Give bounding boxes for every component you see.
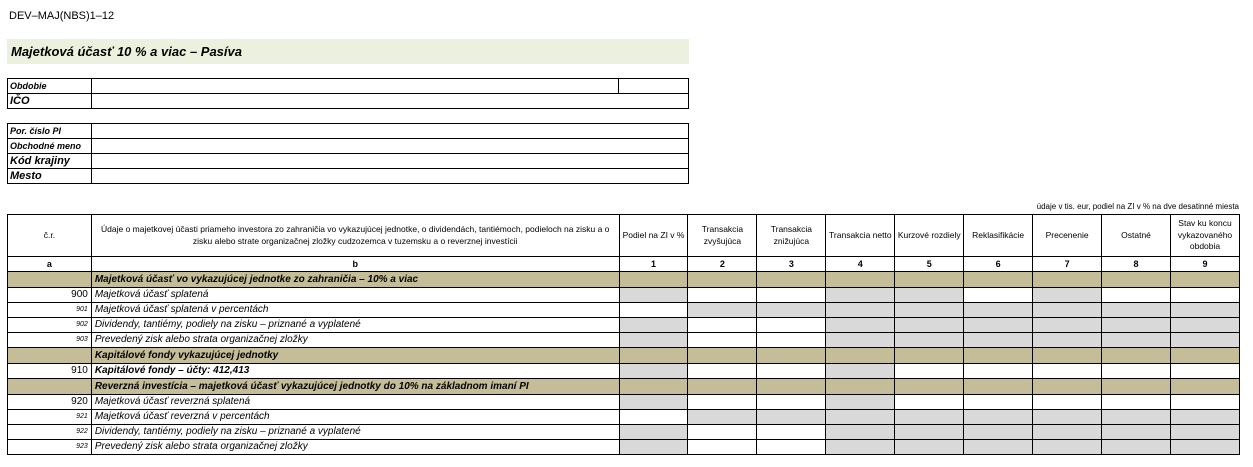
- col-index: a: [8, 257, 92, 272]
- table-row: [8, 425, 1240, 440]
- serial-field[interactable]: [91, 124, 688, 139]
- section-title: Reverzná investícia – majetková účasť vykazujúcej jednotky do 10% na základnom imaní PI: [91, 379, 619, 395]
- cell-input[interactable]: [964, 288, 1033, 303]
- cell-disabled: [895, 288, 964, 303]
- company-info-table: [7, 123, 689, 184]
- cell-disabled: [688, 303, 757, 318]
- country-code-label: Kód krajiny: [8, 154, 92, 169]
- cell-input[interactable]: [895, 364, 964, 379]
- table-row: [8, 364, 1240, 379]
- header-c3: Transakcia znižujúca: [757, 215, 826, 257]
- cell-input[interactable]: [1170, 288, 1239, 303]
- cell-disabled: [826, 425, 895, 440]
- ico-field[interactable]: [91, 94, 688, 109]
- row-number: 901: [8, 303, 92, 318]
- cell-disabled: [1033, 318, 1102, 333]
- column-index-row: [8, 257, 1240, 272]
- col-index: 6: [964, 257, 1033, 272]
- cell-disabled: [1170, 440, 1239, 455]
- col-index: 5: [895, 257, 964, 272]
- cell-input[interactable]: [619, 303, 688, 318]
- cell-disabled: [688, 410, 757, 425]
- serial-label: Por. číslo PI: [8, 124, 92, 139]
- col-index: 3: [757, 257, 826, 272]
- city-label: Mesto: [8, 169, 92, 184]
- section-row: [8, 272, 1240, 288]
- cell-input[interactable]: [688, 395, 757, 410]
- row-number: 921: [8, 410, 92, 425]
- cell-disabled: [757, 303, 826, 318]
- row-label: Majetková účasť splatená: [91, 288, 619, 303]
- cell-disabled: [619, 318, 688, 333]
- cell-input[interactable]: [757, 440, 826, 455]
- header-c7: Precenenie: [1033, 215, 1102, 257]
- row-number: 902: [8, 318, 92, 333]
- liabilities-table: [7, 214, 1240, 455]
- cell-disabled: [1102, 303, 1171, 318]
- cell-disabled: [964, 410, 1033, 425]
- header-c2: Transakcia zvyšujúca: [688, 215, 757, 257]
- cell-disabled: [1102, 318, 1171, 333]
- city-field[interactable]: [91, 169, 688, 184]
- col-index: 2: [688, 257, 757, 272]
- row-label: Dividendy, tantiémy, podiely na zisku – priznané a vyplatené: [91, 425, 619, 440]
- cell-disabled: [619, 395, 688, 410]
- cell-disabled: [826, 440, 895, 455]
- cell-input[interactable]: [895, 395, 964, 410]
- cell-disabled: [1033, 440, 1102, 455]
- header-c5: Kurzové rozdiely: [895, 215, 964, 257]
- row-label: Majetková účasť reverzná splatená: [91, 395, 619, 410]
- cell-input[interactable]: [688, 364, 757, 379]
- header-c9: Stav ku koncu vykazovaného obdobia: [1170, 215, 1239, 257]
- form-code: DEV–MAJ(NBS)1–12: [9, 10, 115, 22]
- cell-disabled: [1033, 410, 1102, 425]
- table-row: [8, 395, 1240, 410]
- cell-disabled: [826, 410, 895, 425]
- row-number: 920: [8, 395, 92, 410]
- cell-input[interactable]: [1102, 364, 1171, 379]
- row-label: Majetková účasť splatená v percentách: [91, 303, 619, 318]
- cell-input[interactable]: [757, 288, 826, 303]
- cell-input[interactable]: [1102, 288, 1171, 303]
- cell-input[interactable]: [964, 364, 1033, 379]
- cell-disabled: [619, 440, 688, 455]
- cell-input[interactable]: [1102, 395, 1171, 410]
- period-label: Obdobie: [8, 79, 92, 94]
- cell-disabled: [1033, 425, 1102, 440]
- cell-disabled: [1170, 303, 1239, 318]
- cell-disabled: [1033, 288, 1102, 303]
- col-index: 8: [1102, 257, 1171, 272]
- cell-disabled: [895, 440, 964, 455]
- row-label: Dividendy, tantiémy, podiely na zisku – priznané a vyplatené: [91, 318, 619, 333]
- table-row: [8, 410, 1240, 425]
- cell-disabled: [895, 410, 964, 425]
- ico-label: IČO: [8, 94, 92, 109]
- col-index: 9: [1170, 257, 1239, 272]
- cell-disabled: [826, 395, 895, 410]
- business-name-field[interactable]: [91, 139, 688, 154]
- header-c1: Podiel na ZI v %: [619, 215, 688, 257]
- cell-disabled: [1170, 425, 1239, 440]
- cell-disabled: [619, 425, 688, 440]
- cell-disabled: [964, 318, 1033, 333]
- cell-disabled: [895, 425, 964, 440]
- cell-disabled: [826, 364, 895, 379]
- cell-input[interactable]: [757, 425, 826, 440]
- col-index: b: [91, 257, 619, 272]
- col-index: 4: [826, 257, 895, 272]
- page-title: Majetková účasť 10 % a viac – Pasíva: [7, 39, 689, 64]
- cell-input[interactable]: [688, 288, 757, 303]
- cell-disabled: [1033, 333, 1102, 348]
- row-label: Prevedený zisk alebo strata organizačnej zložky: [91, 333, 619, 348]
- cell-disabled: [826, 303, 895, 318]
- cell-disabled: [964, 425, 1033, 440]
- cell-disabled: [1033, 303, 1102, 318]
- cell-disabled: [964, 333, 1033, 348]
- section-title: Kapitálové fondy vykazujúcej jednotky: [91, 348, 619, 364]
- header-cr: č.r.: [8, 215, 92, 257]
- cell-disabled: [826, 288, 895, 303]
- cell-input[interactable]: [757, 395, 826, 410]
- header-c8: Ostatné: [1102, 215, 1171, 257]
- row-number: 900: [8, 288, 92, 303]
- header-desc: Údaje o majetkovej účasti priameho investora zo zahraničia vo vykazujúcej jednotke, o dividendách, tantiémoch, podieloch na zisku a o zisku alebo strate organizačnej zložky cudzozemca v tuzemsku a o reverznej investícii: [91, 215, 619, 257]
- period-field[interactable]: [91, 79, 618, 94]
- cell-disabled: [964, 440, 1033, 455]
- country-code-field[interactable]: [91, 154, 688, 169]
- row-label: Majetková účasť reverzná v percentách: [91, 410, 619, 425]
- cell-input[interactable]: [688, 440, 757, 455]
- cell-disabled: [1102, 440, 1171, 455]
- table-row: [8, 440, 1240, 455]
- table-row: [8, 303, 1240, 318]
- cell-disabled: [895, 303, 964, 318]
- col-index: 1: [619, 257, 688, 272]
- table-row: [8, 288, 1240, 303]
- cell-input[interactable]: [1170, 364, 1239, 379]
- row-label: Prevedený zisk alebo strata organizačnej zložky: [91, 440, 619, 455]
- cell-input[interactable]: [757, 333, 826, 348]
- cell-input[interactable]: [688, 425, 757, 440]
- cell-input[interactable]: [688, 333, 757, 348]
- table-row: [8, 333, 1240, 348]
- cell-disabled: [1102, 410, 1171, 425]
- cell-disabled: [619, 288, 688, 303]
- col-index: 7: [1033, 257, 1102, 272]
- cell-input[interactable]: [1033, 395, 1102, 410]
- cell-disabled: [826, 318, 895, 333]
- cell-disabled: [619, 333, 688, 348]
- table-row: [8, 318, 1240, 333]
- period-ico-table: [7, 78, 689, 109]
- row-number: 923: [8, 440, 92, 455]
- cell-input[interactable]: [1033, 364, 1102, 379]
- cell-disabled: [1170, 333, 1239, 348]
- cell-disabled: [1170, 410, 1239, 425]
- row-label: Kapitálové fondy – účty: 412,413: [91, 364, 619, 379]
- business-name-label: Obchodné meno: [8, 139, 92, 154]
- cell-disabled: [757, 410, 826, 425]
- header-c4: Transakcia netto: [826, 215, 895, 257]
- row-number: 903: [8, 333, 92, 348]
- cell-disabled: [619, 364, 688, 379]
- header-c6: Reklasifikácie: [964, 215, 1033, 257]
- cell-input[interactable]: [688, 318, 757, 333]
- section-title: Majetková účasť vo vykazujúcej jednotke zo zahraničia – 10% a viac: [91, 272, 619, 288]
- cell-disabled: [1102, 425, 1171, 440]
- row-number: 910: [8, 364, 92, 379]
- section-cell: [8, 348, 92, 364]
- cell-disabled: [1102, 333, 1171, 348]
- cell-disabled: [895, 318, 964, 333]
- cell-disabled: [895, 333, 964, 348]
- row-number: 922: [8, 425, 92, 440]
- units-note: údaje v tis. eur, podiel na ZI v % na dve desatinné miesta: [1036, 202, 1239, 211]
- cell-input[interactable]: [757, 364, 826, 379]
- cell-disabled: [1170, 318, 1239, 333]
- cell-disabled: [964, 303, 1033, 318]
- cell-disabled: [826, 333, 895, 348]
- cell-input[interactable]: [964, 395, 1033, 410]
- section-cell: [8, 272, 92, 288]
- section-row: [8, 348, 1240, 364]
- section-cell: [8, 379, 92, 395]
- header-row: [8, 215, 1240, 257]
- section-row: [8, 379, 1240, 395]
- period-field-2[interactable]: [619, 79, 689, 94]
- cell-input[interactable]: [757, 318, 826, 333]
- cell-input[interactable]: [1170, 395, 1239, 410]
- cell-input[interactable]: [619, 410, 688, 425]
